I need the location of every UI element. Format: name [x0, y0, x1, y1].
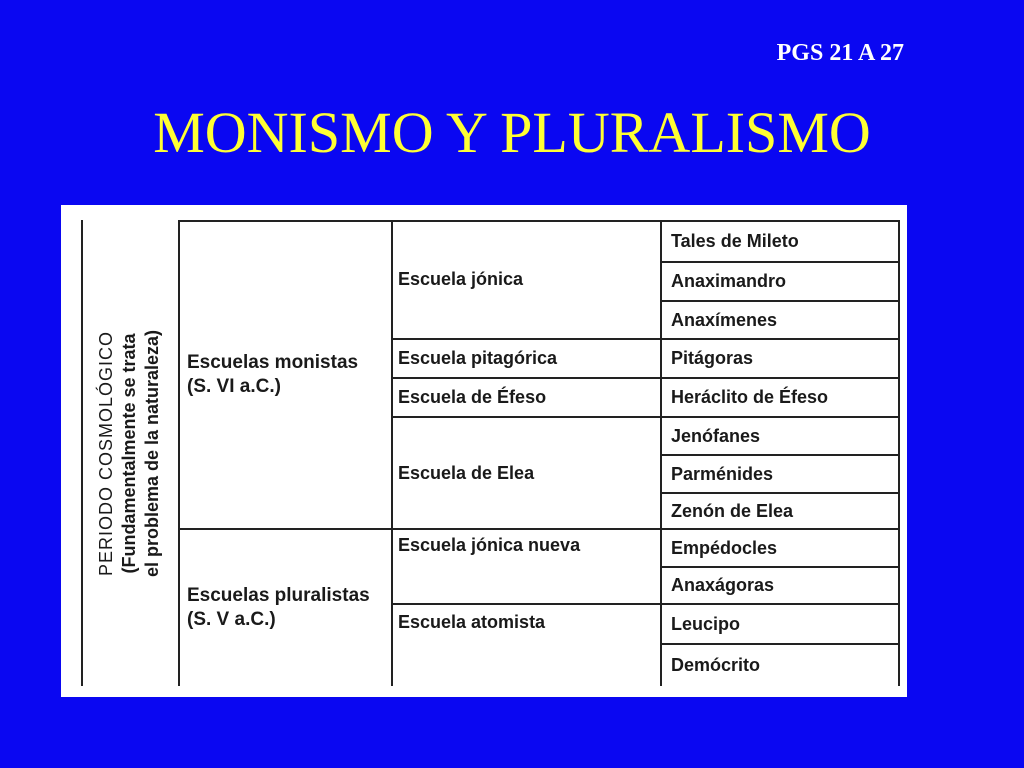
school-name: Escuela de Éfeso — [398, 387, 547, 407]
philosopher-divider-rule — [661, 377, 900, 379]
philosopher-divider-rule — [661, 492, 900, 494]
school-divider-rule — [392, 377, 662, 379]
school-divider-rule — [392, 603, 662, 605]
philosophy-table-image — [61, 205, 907, 697]
philosopher-divider-rule — [661, 566, 900, 568]
school-cell — [392, 529, 661, 604]
philosopher-cell — [661, 493, 900, 529]
school-cell — [392, 220, 661, 339]
slide-title: MONISMO Y PLURALISMO — [153, 100, 871, 165]
philosopher-divider-rule — [661, 454, 900, 456]
group-name: Escuelas monistas — [187, 351, 359, 373]
philosopher-name: Empédocles — [671, 537, 778, 558]
table-vertical-rule — [660, 220, 662, 686]
philosopher-name: Anaximandro — [671, 271, 787, 291]
philosopher-cell — [661, 604, 900, 644]
philosopher-name: Parménides — [671, 463, 774, 484]
period-description-line2: el problema de la naturaleza) — [142, 329, 163, 577]
table-vertical-rule — [178, 220, 180, 686]
philosopher-divider-rule — [661, 416, 900, 418]
philosopher-name: Heráclito de Éfeso — [671, 387, 829, 407]
philosopher-cell — [661, 455, 900, 493]
philosopher-divider-rule — [661, 300, 900, 302]
group-century: (S. V a.C.) — [187, 608, 276, 630]
philosopher-divider-rule — [661, 643, 900, 645]
school-name: Escuela atomista — [398, 612, 546, 632]
group-cell-monistas — [179, 220, 392, 529]
philosopher-name: Anaxímenes — [671, 309, 778, 330]
table-vertical-rule — [898, 220, 900, 686]
period-name: PERIODO COSMOLÓGICO — [96, 330, 117, 576]
philosopher-cell — [661, 644, 900, 686]
philosopher-divider-rule — [661, 603, 900, 605]
page-reference: PGS 21 A 27 — [776, 40, 904, 66]
school-cell — [392, 604, 661, 686]
school-divider-rule — [392, 528, 662, 530]
philosopher-cell — [661, 220, 900, 262]
group-name: Escuelas pluralistas — [187, 584, 370, 606]
school-cell — [392, 339, 661, 378]
philosopher-cell — [661, 262, 900, 301]
philosopher-cell — [661, 339, 900, 378]
table-vertical-rule — [391, 220, 393, 686]
school-divider-rule — [392, 416, 662, 418]
philosopher-name: Leucipo — [671, 613, 741, 634]
philosopher-cell — [661, 567, 900, 604]
school-divider-rule — [392, 338, 662, 340]
school-name: Escuela jónica nueva — [398, 535, 581, 555]
school-name: Escuela pitagórica — [398, 348, 558, 368]
school-cell — [392, 378, 661, 417]
philosopher-divider-rule — [661, 338, 900, 340]
philosopher-cell — [661, 417, 900, 455]
philosopher-name: Tales de Mileto — [671, 230, 799, 251]
philosophy-table — [81, 220, 900, 686]
group-century: (S. VI a.C.) — [187, 375, 281, 397]
philosopher-divider-rule — [661, 261, 900, 263]
school-cell — [392, 417, 661, 529]
period-description-line1: (Fundamentalmente se trata — [119, 332, 140, 574]
philosopher-cell — [661, 529, 900, 567]
philosopher-cell — [661, 378, 900, 417]
philosopher-cell — [661, 301, 900, 339]
philosopher-name: Pitágoras — [671, 348, 754, 368]
table-vertical-rule — [81, 220, 83, 686]
school-name: Escuela jónica — [398, 269, 524, 289]
philosopher-name: Zenón de Elea — [671, 500, 794, 521]
group-cell-pluralistas — [179, 529, 392, 686]
philosopher-name: Jenófanes — [671, 425, 761, 446]
group-divider-rule — [179, 528, 393, 530]
school-name: Escuela de Elea — [398, 462, 535, 483]
philosopher-name: Demócrito — [671, 654, 761, 675]
philosopher-divider-rule — [661, 528, 900, 530]
period-cell — [81, 220, 179, 686]
philosopher-name: Anaxágoras — [671, 575, 775, 595]
table-top-rule — [179, 220, 900, 222]
